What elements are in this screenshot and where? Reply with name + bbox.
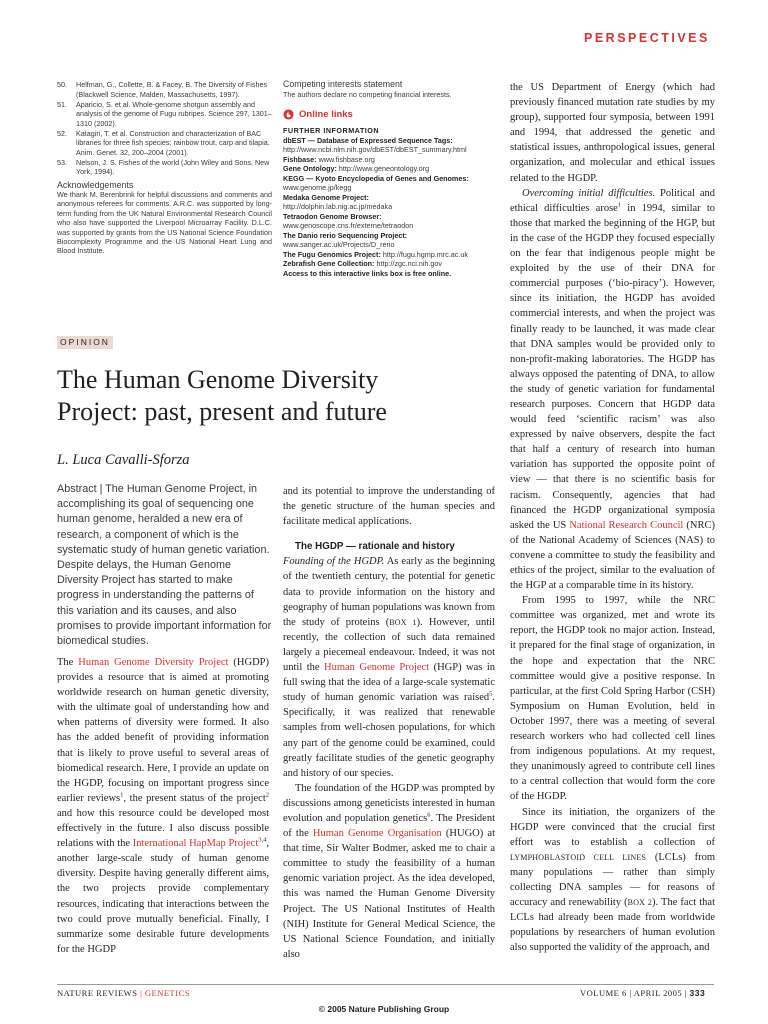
reference-item: 51. Aparicio, S. et al. Whole-genome shotgun assembly and analysis of the genome of Fugu rubripes. Science 297, 1301–1310 (2002). bbox=[57, 99, 272, 128]
link-hgp[interactable]: Human Genome Project bbox=[324, 662, 430, 674]
section-banner: PERSPECTIVES bbox=[584, 31, 710, 45]
link-item[interactable]: Medaka Genome Project: http://dolphin.lab.nig.ac.jp/medaka bbox=[283, 192, 393, 211]
link-hgdp[interactable]: Human Genome Diversity Project bbox=[78, 657, 229, 668]
reference-item: 53. Nelson, J. S. Fishes of the world (John Wiley and Sons, New York, 1994). bbox=[57, 157, 270, 176]
link-item[interactable]: Tetraodon Genome Browser: www.genoscope.cns.fr/externe/tetraodon bbox=[283, 211, 414, 230]
paragraph: Overcoming initial difficulties. Political and ethical difficulties arose$^1$ in 1994, similar to those that marked the beginning of the HGP, but in the case of the HGDP they focused especially on the fear that indigenous people might be exploited by the use of their DNA for commercial purposes (‘bio-piracy’). However, since its initiation, the HGDP has avoided commercial interests, and when the project was finally ready to be launched, it was made clear that DNA samples would be provided only to non-profit-making laboratories. The HGDP has always opposed the patenting of DNA, to allow the study of genetic variation for fundamental research purposes. Concern that HGDP data would feed ‘scientific racism’ was also expressed by naive observers, despite the fact that half a century of research into human variation has supported the opposite point of view — that there is no scientific basis for racism. Consequently, agencies that had financed the HGDP organizational symposia asked the US National Research Council (NRC) of the National Academy of Sciences (NAS) to convene a committee to study the feasibility and ethics of the project, similar to the evaluation of the HGP at a comparable time in its history. bbox=[510, 187, 716, 592]
acknowledgements-text: We thank M. Berenbrink for helpful discussions and comments and anonymous referees for comments. A.R.C. was supported by long-term funding from the UK Natural Environmental Research Council who also have supported the Liverpool Microarray Facility. D.L.C. was supported by grants from the US National Science Foundation Biocomplexity Programme and the US National Heart Lung and Blood Institute. bbox=[57, 190, 272, 256]
abstract: Abstract | The Human Genome Project, in accomplishing its goal of sequencing one human genome, heralded a new era of research, a component of which is the systematic study of human genetic variation. Despite delays, the Human Genome Diversity Project has started to make progress in understanding the patterns of this variation and its causes, and also promises to provide important information for biomedical studies. bbox=[57, 483, 272, 648]
paragraph: the US Department of Energy (which had previously financed mutation rate studies by my group), supported four symposia, between 1991 and 1994, that addressed the genetic and statistical issues, anthropological issues, general organization, and molecular and ethical issues related to the HGDP. bbox=[510, 82, 715, 184]
link-item[interactable]: Zebrafish Gene Collection: http://zgc.nci.nih.gov bbox=[283, 259, 442, 268]
box-2-ref[interactable]: BOX 2 bbox=[627, 898, 653, 908]
copyright: © 2005 Nature Publishing Group bbox=[318, 1004, 450, 1014]
reference-item: 50. Helfman, G., Collette, B. & Facey, B. The Diversity of Fishes (Blackwell Science, Malden, Massachusetts, 1997). bbox=[57, 80, 268, 99]
section-tag: OPINION bbox=[57, 336, 113, 349]
link-item[interactable]: The Danio rerio Sequencing Project: www.sanger.ac.uk/Projects/D_rerio bbox=[283, 230, 408, 249]
references-block bbox=[57, 80, 272, 256]
link-nrc[interactable]: National Research Council bbox=[569, 519, 684, 531]
reference-item: 52. Katagiri, T. et al. Construction and characterization of BAC libraries for three fish species; rainbow trout, carp and tilapia. Anim. Genet. 32, 200–2004 (2001). bbox=[57, 128, 270, 157]
paragraph: Founding of the HGDP. As early as the beginning of the twentieth century, the potential for genetic data to provide information on the history and geography of human populations was known from the study of proteins (BOX 1). However, until recently, the collection of such data remained largely a piecemeal endeavour. Indeed, it was not until the Human Genome Project (HGP) was in full swing that the idea of a large-scale systematic study of human genomic variation was raised$^5$. Specifically, it was realized that renewable samples from well-chosen populations, for which any part of the genome could be examined, could greatly facilitate studies of the genetic geography and history of our species. bbox=[283, 556, 496, 779]
body-column-3 bbox=[510, 80, 715, 955]
paragraph: The foundation of the HGDP was prompted by discussions among geneticists interested in human evolution and population genetics$^6$. The President of the Human Genome Organisation (HUGO) at that time, Sir Walter Bodmer, asked me to chair a committee to study the feasibility of a human genomic variation project. As the idea developed, this was named the Human Genome Diversity Project. The US National Institutes of Health (NIH) Institute for General Medical Science, the US National Science Foundation, and initially also bbox=[283, 782, 495, 960]
acknowledgements-heading: Acknowledgements bbox=[57, 179, 134, 190]
article-author: L. Luca Cavalli-Sforza bbox=[57, 452, 190, 468]
footer-rule bbox=[57, 984, 714, 985]
link-item[interactable]: KEGG — Kyoto Encyclopedia of Genes and Genomes: www.genome.jp/kegg bbox=[283, 173, 469, 192]
paragraph: The Human Genome Diversity Project (HGDP) provides a resource that is aimed at promoting worldwide research on human genetic diversity, with the ultimate goal of understanding how and when patterns of diversity were formed. It also has the added benefit of providing information that is likely to prove useful to several areas of biomedical research. Here, I provide an update on the HGDP, focusing on important progress since earlier reviews$^1$, the present status of the project$^2$ and how this resource could be developed most effectively in the future. I also discuss possible relations with the International HapMap Project$^{3,4}$, another large-scale study of human genome diversity. Despite having generally different aims, the two projects provide complementary resources, indicating that interactions between the two could prove mutually beneficial. Finally, I summarize some desirable future developments for the HGDP bbox=[57, 657, 269, 955]
competing-interests-text: The authors declare no competing financial interests. bbox=[283, 89, 452, 99]
online-links-heading: Online links bbox=[283, 109, 498, 120]
body-column-1 bbox=[57, 655, 269, 957]
free-access-note: Access to this interactive links box is free online. bbox=[283, 268, 452, 278]
glossary-term: LYMPHOBLASTOID CELL LINES bbox=[510, 852, 647, 862]
page-number: 333 bbox=[689, 988, 706, 998]
volume-info: VOLUME 6 | APRIL 2005 | 333 bbox=[580, 988, 706, 998]
hand-pointer-icon bbox=[283, 109, 294, 120]
link-item[interactable]: The Fugu Genomics Project: http://fugu.hgmp.mrc.ac.uk bbox=[283, 249, 468, 259]
links-block bbox=[283, 80, 498, 278]
link-item[interactable]: Fishbase: www.fishbase.org bbox=[283, 154, 375, 164]
section-heading: The HGDP — rationale and history bbox=[295, 541, 455, 553]
article-title: The Human Genome Diversity Project: past, present and future bbox=[57, 365, 387, 426]
link-hugo[interactable]: Human Genome Organisation bbox=[312, 828, 442, 840]
box-1-ref[interactable]: BOX 1 bbox=[389, 617, 417, 627]
paragraph: and its potential to improve the understanding of the genetic structure of the human species and facilitate medical applications. bbox=[283, 486, 495, 528]
body-column-2 bbox=[283, 484, 495, 962]
link-hapmap[interactable]: International HapMap Project bbox=[132, 838, 259, 850]
further-information-label: FURTHER INFORMATION bbox=[283, 126, 380, 135]
link-item[interactable]: Gene Ontology: http://www.geneontology.org bbox=[283, 164, 430, 173]
competing-interests-heading: Competing interests statement bbox=[283, 79, 403, 89]
journal-name: NATURE REVIEWS | GENETICS bbox=[57, 988, 190, 998]
paragraph: From 1995 to 1997, while the NRC committee was organized, met and wrote its report, the HGDP took no major action. Instead, it prepared for the final stage of organization, in the hope and expectation that the NRC committee would give a positive response. In particular, at the first Cold Spring Harbor (CSH) Symposium on Human Evolution, held in October 1997, there was a meeting of several research workers who had collected cell lines from indigenous populations. At my request, they unanimously agreed to contribute cell lines to a central collection that would form the core of the HGDP. bbox=[510, 595, 715, 803]
link-item[interactable]: dbEST — Database of Expressed Sequence Tags: http://www.ncbi.nlm.nih.gov/dbEST/dbEST_summary.html bbox=[283, 135, 467, 154]
paragraph: Since its initiation, the organizers of the HGDP were convinced that the crucial first effort was to establish a collection of LYMPHOBLASTOID CELL LINES (LCLs) from many populations — rather than simply collecting DNA samples — for reasons of accuracy and renewability (BOX 2). The fact that LCLs had already been made from worldwide populations by researchers of human evolution also supported the validity of the approach, and bbox=[510, 806, 715, 954]
